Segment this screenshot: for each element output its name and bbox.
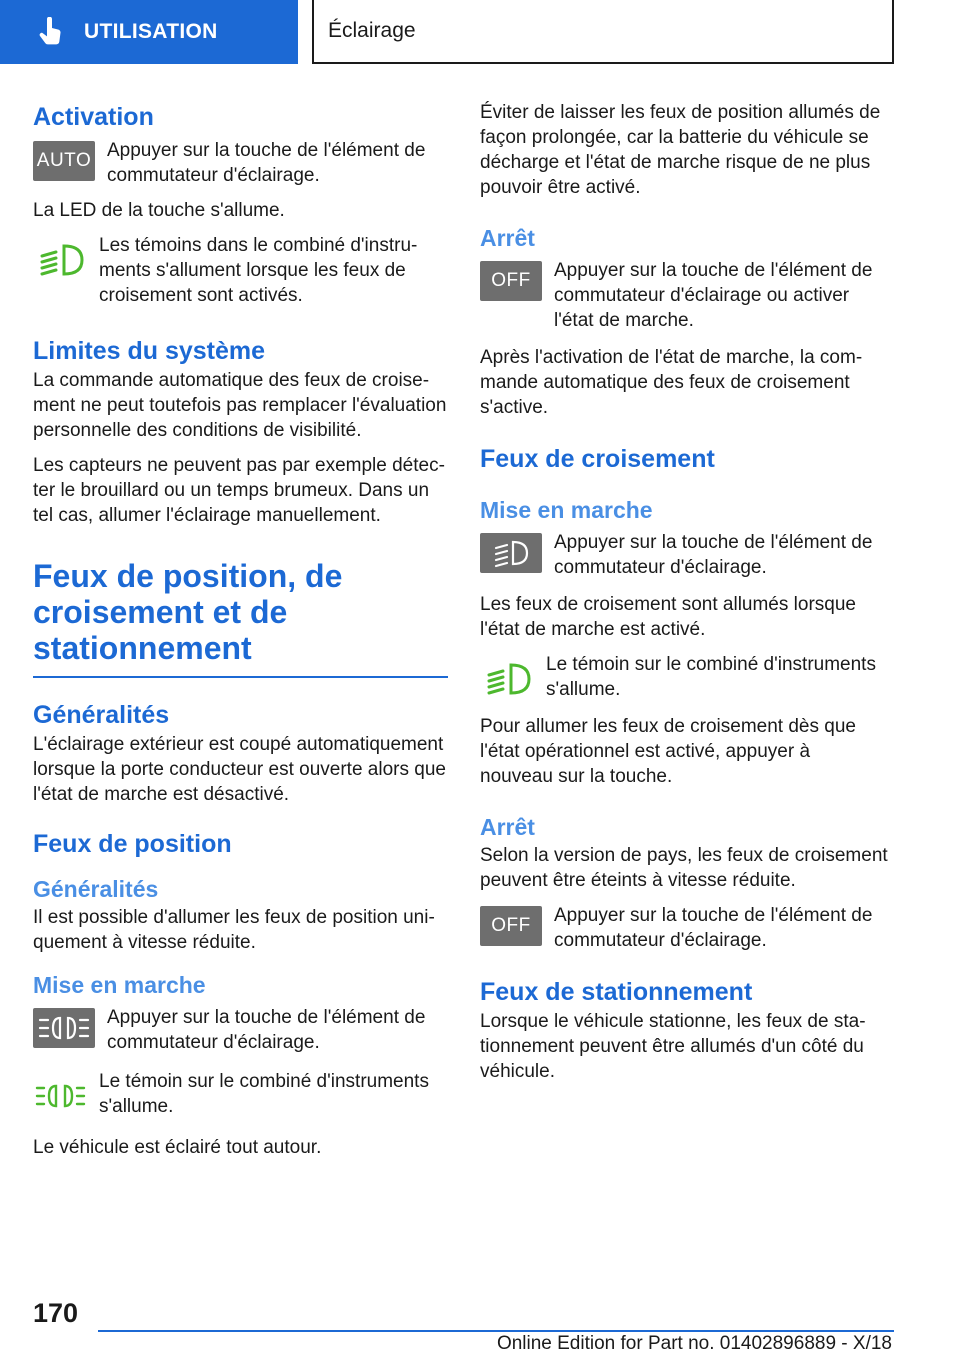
low-beam-indicator-icon-2 [480,654,536,704]
pos-temoin-text: Le témoin sur le combiné d'instruments s'allume. [99,1071,429,1117]
arret2-text: Appuyer sur la touche de l'élément de commutateur d'éclairage. [554,905,873,951]
pos-temoin-row [33,1069,448,1121]
stationnement-heading: Feux de stationnement [480,978,753,1006]
hand-pointer-icon [38,17,64,47]
pos-generalites-text: Il est possible d'allumer les feux de position uniquement à vitesse réduite. [33,907,435,953]
pos-marche-text: Appuyer sur la touche de l'élément de commutateur d'éclairage. [107,1007,426,1053]
generalites-text: L'éclairage extérieur est coupé automatiquement lorsque la porte conducteur est ouverte alors que l'état de marche est désactivé. [33,734,446,805]
arret1-heading: Arrêt [480,225,535,251]
arret1-text: Appuyer sur la touche de l'élément de commutateur d'éclairage ou activer l'état de marche. [554,260,873,331]
temoins-row [33,233,448,308]
eviter-text: Éviter de laisser les feux de position allumés de façon prolongée, car la batterie du véhicule se décharge et l'état de marche risque de ne plus pouvoir être activé. [480,102,881,198]
pos-eclaire-text: Le véhicule est éclairé tout autour. [33,1137,322,1158]
position-light-button-icon [33,1008,95,1048]
arret2-heading: Arrêt [480,814,535,840]
limites-text-1: La commande automatique des feux de croisement ne peut toutefois pas remplacer l'évaluation personnelle des conditions de visibilité. [33,370,447,441]
right-column [480,100,888,1094]
pos-generalites-heading: Généralités [33,876,159,902]
section-tab[interactable] [0,0,298,64]
main-heading-block [33,558,448,678]
cr-temoin-row [480,652,888,704]
activation-heading: Activation [33,103,154,131]
temoins-text: Les témoins dans le combiné d'instruments s'allument lorsque les feux de croisement sont activés. [99,235,418,306]
arret2-row [480,903,888,953]
limites-heading: Limites du système [33,337,266,365]
activation-text: Appuyer sur la touche de l'élément de commutateur d'éclairage. [107,140,426,186]
stationnement-text: Lorsque le véhicule stationne, les feux de stationnement peuvent être allumés d'un côté du véhicule. [480,1011,866,1082]
position-heading: Feux de position [33,830,232,858]
low-beam-indicator-icon [33,235,89,285]
cr-pour-text: Pour allumer les feux de croisement dès que l'état opérationnel est activé, appuyer à nouveau sur la touche. [480,716,856,787]
edition-text: Online Edition for Part no. 01402896889 - X/18 [496,1333,892,1354]
footer-divider [98,1330,894,1332]
activation-row [33,138,448,188]
arret1-row [480,258,888,333]
left-column [33,100,448,1170]
led-text: La LED de la touche s'allume. [33,200,285,221]
generalites-heading: Généralités [33,701,170,729]
main-heading: Feux de position, de croisement et de stationnement [33,558,343,666]
pos-marche-heading: Mise en marche [33,972,206,998]
page-title: Éclairage [312,0,894,64]
low-beam-button-icon [480,533,542,573]
auto-button-icon: AUTO [33,141,95,181]
off-button-icon: OFF [480,261,542,301]
pos-marche-row [33,1005,448,1055]
page-number: 170 [33,1298,79,1328]
position-light-indicator-icon [33,1071,89,1121]
croisement-heading: Feux de croisement [480,445,715,473]
apres-text: Après l'activation de l'état de marche, la commande automatique des feux de croisement s'active. [480,347,863,418]
section-label: UTILISATION [84,20,218,43]
arret2-text-1: Selon la version de pays, les feux de croisement peuvent être éteints à vitesse réduite. [480,845,888,891]
off-button-icon-2: OFF [480,906,542,946]
cr-allumes-text: Les feux de croisement sont allumés lorsque l'état de marche est activé. [480,594,856,640]
cr-marche-row [480,530,888,580]
cr-temoin-text: Le témoin sur le combiné d'instruments s'allume. [546,654,876,700]
cr-marche-heading: Mise en marche [480,497,653,523]
limites-text-2: Les capteurs ne peuvent pas par exemple détecter le brouillard ou un temps brumeux. Dans un tel cas, allumer l'éclairage manuellement. [33,455,445,526]
cr-marche-text: Appuyer sur la touche de l'élément de commutateur d'éclairage. [554,532,873,578]
